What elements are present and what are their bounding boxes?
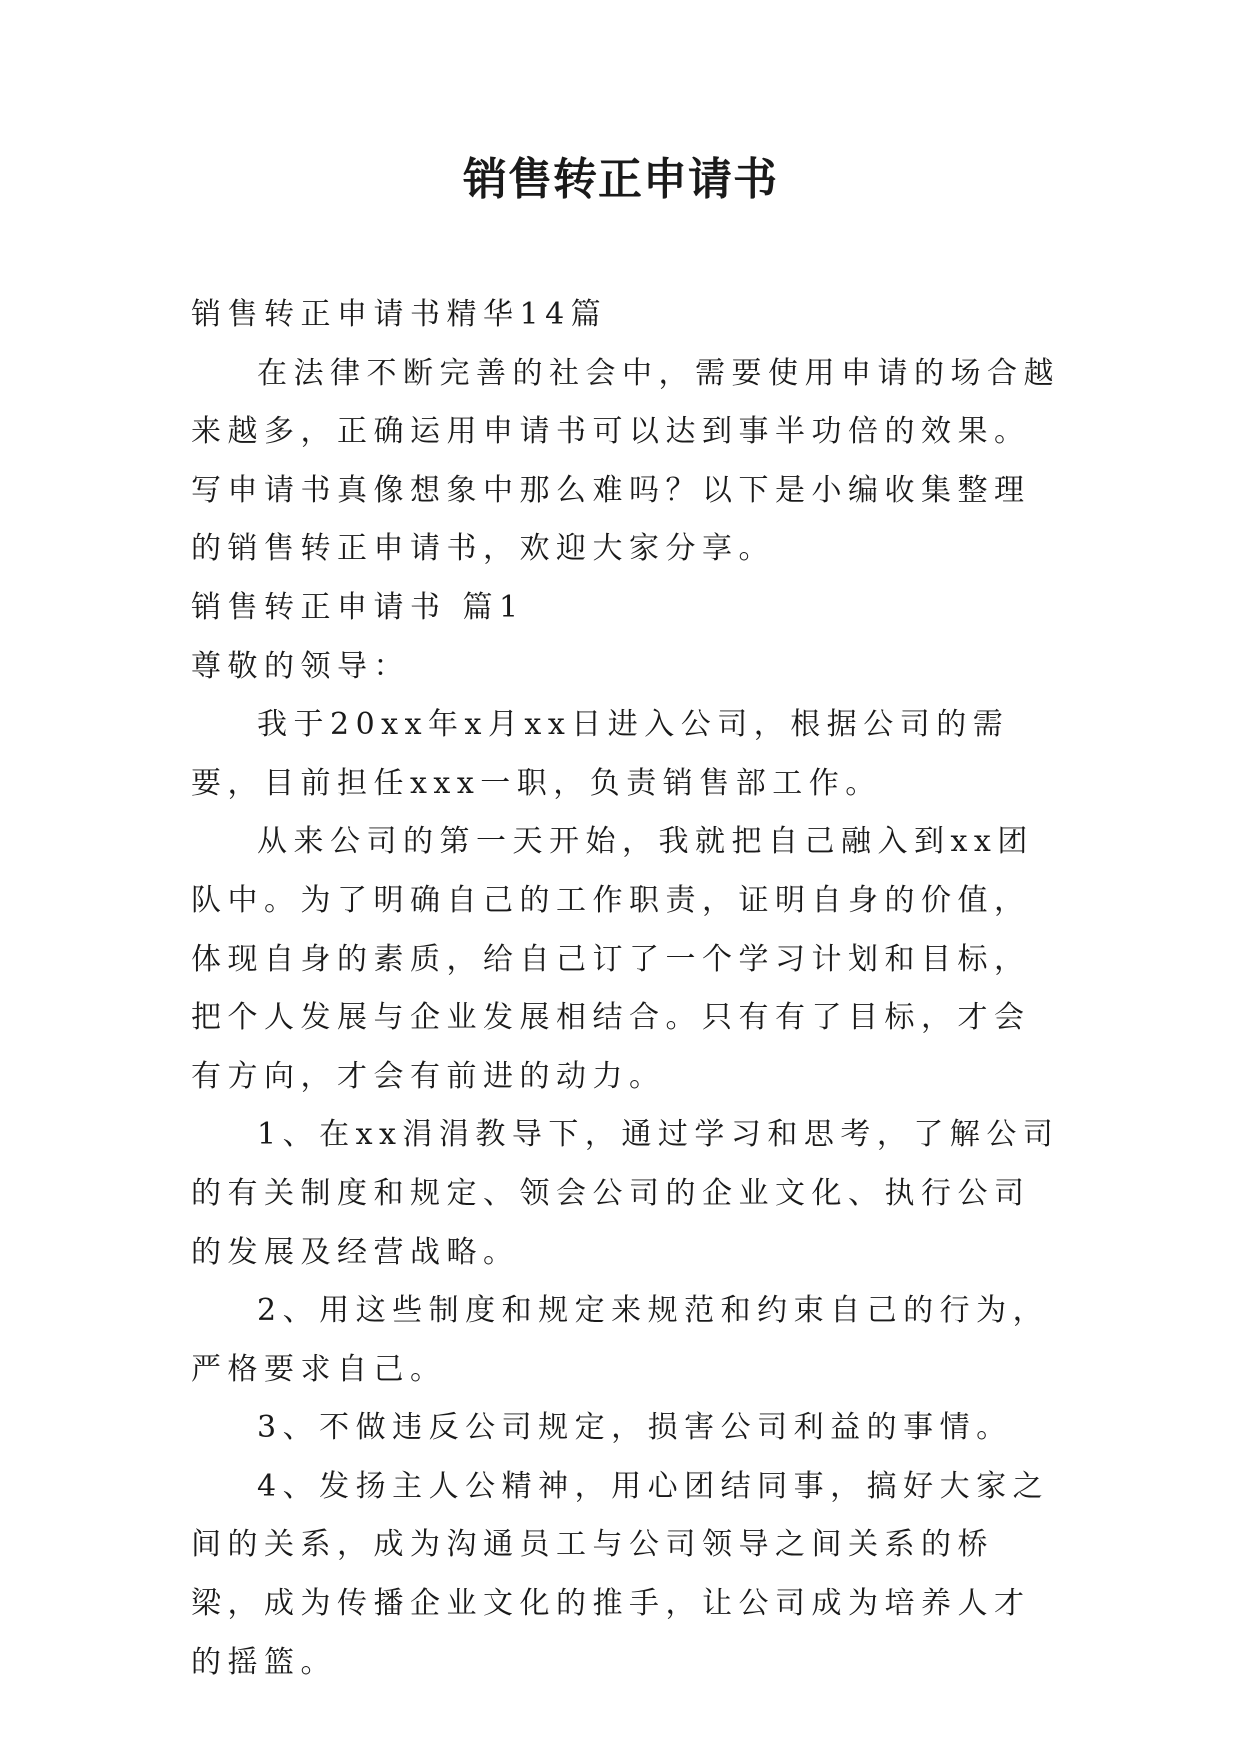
document-subtitle: 销售转正申请书精华14篇 (191, 297, 608, 332)
intro-paragraph: 在法律不断完善的社会中，需要使用申请的场合越来越多，正确运用申请书可以达到事半功倍的效果。写申请书真像想象中那么难吗？以下是小编收集整理的销售转正申请书，欢迎大家分享。 (191, 355, 1060, 567)
list-item: 1、在xx涓涓教导下，通过学习和思考，了解公司的有关制度和规定、领会公司的企业文化、执行公司的发展及经营战略。 (191, 1117, 1060, 1270)
list-item: 3、不做违反公司规定，损害公司利益的事情。 (257, 1410, 1013, 1446)
body-paragraph: 从来公司的第一天开始，我就把自己融入到xx团队中。为了明确自己的工作职责，证明自身的价值，体现自身的素质，给自己订了一个学习计划和目标，把个人发展与企业发展相结合。只有有了目标，才会有方向，才会有前进的动力。 (191, 824, 1034, 1094)
salutation: 尊敬的领导： (191, 648, 410, 684)
document-title: 销售转正申请书 (463, 154, 778, 205)
body-paragraph: 我于20xx年x月xx日进入公司，根据公司的需要，目前担任xxx一职，负责销售部工作。 (191, 707, 1010, 801)
list-item: 4、发扬主人公精神，用心团结同事，搞好大家之间的关系，成为沟通员工与公司领导之间关系的桥梁，成为传播企业文化的推手，让公司成为培养人才的摇篮。 (191, 1468, 1050, 1680)
section-heading: 销售转正申请书 篇1 (191, 589, 525, 625)
document-body (191, 286, 1061, 1692)
list-item: 2、用这些制度和规定来规范和约束自己的行为，严格要求自己。 (191, 1293, 1050, 1387)
